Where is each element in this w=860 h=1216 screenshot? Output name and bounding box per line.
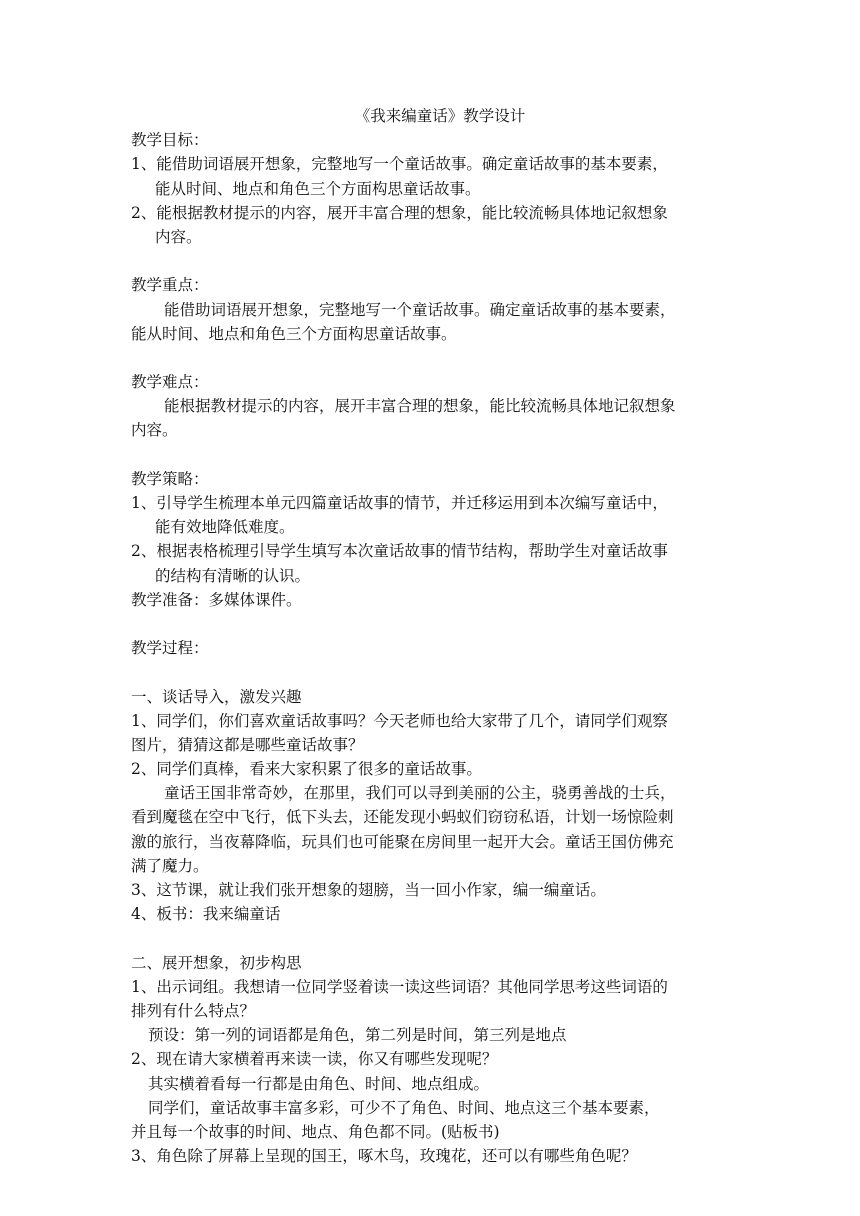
section-2-heading: 二、展开想象，初步构思 bbox=[131, 953, 302, 972]
section-2-item-2: 2、现在请大家横着再来读一读，你又有哪些发现呢？ bbox=[131, 1050, 498, 1069]
preparation-line: 教学准备：多媒体课件。 bbox=[131, 590, 302, 609]
goals-heading: 教学目标： bbox=[131, 131, 209, 150]
spacer bbox=[131, 926, 731, 950]
spacer bbox=[131, 249, 731, 273]
key-points-line-2: 能从时间、地点和角色三个方面构思童话故事。 bbox=[131, 324, 457, 343]
spacer bbox=[131, 346, 731, 370]
spacer bbox=[131, 660, 731, 684]
section-1-heading: 一、谈话导入，激发兴趣 bbox=[131, 687, 302, 706]
goal-item-1-line-2: 能从时间、地点和角色三个方面构思童话故事。 bbox=[155, 179, 481, 198]
strategy-heading: 教学策略： bbox=[131, 469, 209, 488]
section-1-paragraph-line-2: 看到魔毯在空中飞行，低下头去，还能发现小蚂蚁们窃窃私语，计划一场惊险刺 bbox=[131, 808, 674, 827]
section-1-item-1-line-1: 1、同学们，你们喜欢童话故事吗？今天老师也给大家带了几个，请同学们观察 bbox=[131, 711, 668, 730]
section-1-paragraph-line-1: 童话王国非常奇妙，在那里，我们可以寻到美丽的公主，骁勇善战的士兵， bbox=[164, 784, 676, 803]
strategy-item-1-line-1: 1、引导学生梳理本单元四篇童话故事的情节，并迁移运用到本次编写童话中， bbox=[131, 494, 668, 512]
difficulty-heading: 教学难点： bbox=[131, 373, 209, 392]
document-title: 《我来编童话》教学设计 bbox=[354, 107, 526, 125]
section-2-item-3: 3、角色除了屏幕上呈现的国王，啄木鸟，玫瑰花，还可以有哪些角色呢？ bbox=[131, 1147, 637, 1166]
goal-item-1-line-1: 1、能借助词语展开想象，完整地写一个童话故事。确定童话故事的基本要素， bbox=[131, 155, 668, 174]
key-points-line-1: 能借助词语展开想象，完整地写一个童话故事。确定童话故事的基本要素， bbox=[164, 300, 676, 319]
goal-item-2-line-2: 内容。 bbox=[155, 227, 202, 246]
section-1-item-3: 3、这节课，就让我们张开想象的翅膀，当一回小作家，编一编童话。 bbox=[131, 881, 606, 899]
strategy-item-1-line-2: 能有效地降低难度。 bbox=[155, 518, 295, 537]
section-1-item-2: 2、同学们真棒，看来大家积累了很多的童话故事。 bbox=[131, 760, 482, 779]
section-1-item-4: 4、板书：我来编童话 bbox=[131, 905, 281, 924]
key-points-heading: 教学重点： bbox=[131, 276, 209, 295]
section-2-item-2-sub: 其实横着看每一行都是由角色、时间、地点组成。 bbox=[148, 1074, 490, 1093]
section-2-paragraph-line-1: 同学们，童话故事丰富多彩，可少不了角色、时间、地点这三个基本要素， bbox=[148, 1098, 660, 1117]
section-2-item-1-line-1: 1、出示词组。我想请一位同学竖着读一读这些词语？其他同学思考这些词语的 bbox=[131, 977, 668, 996]
section-1-paragraph-line-4: 满了魔力。 bbox=[131, 856, 209, 875]
section-1-paragraph-line-3: 激的旅行，当夜幕降临，玩具们也可能聚在房间里一起开大会。童话王国仿佛充 bbox=[131, 832, 674, 851]
goal-item-2-line-1: 2、能根据教材提示的内容，展开丰富合理的想象，能比较流畅具体地记叙想象 bbox=[131, 203, 668, 222]
section-2-preset: 预设：第一列的词语都是角色，第二列是时间，第三列是地点 bbox=[148, 1026, 567, 1045]
document-body bbox=[131, 104, 731, 1168]
strategy-item-2-line-1: 2、根据表格梳理引导学生填写本次童话故事的情节结构，帮助学生对童话故事 bbox=[131, 542, 668, 561]
difficulty-line-2: 内容。 bbox=[131, 421, 178, 440]
spacer bbox=[131, 443, 731, 467]
difficulty-line-1: 能根据教材提示的内容，展开丰富合理的想象，能比较流畅具体地记叙想象 bbox=[164, 397, 676, 416]
spacer bbox=[131, 612, 731, 636]
strategy-item-2-line-2: 的结构有清晰的认识。 bbox=[155, 566, 311, 585]
process-heading: 教学过程： bbox=[131, 639, 209, 658]
section-2-item-1-line-2: 排列有什么特点？ bbox=[131, 1001, 256, 1020]
section-1-item-1-line-2: 图片，猜猜这都是哪些童话故事？ bbox=[131, 735, 364, 754]
section-2-paragraph-line-2: 并且每一个故事的时间、地点、角色都不同。(贴板书) bbox=[131, 1122, 500, 1141]
